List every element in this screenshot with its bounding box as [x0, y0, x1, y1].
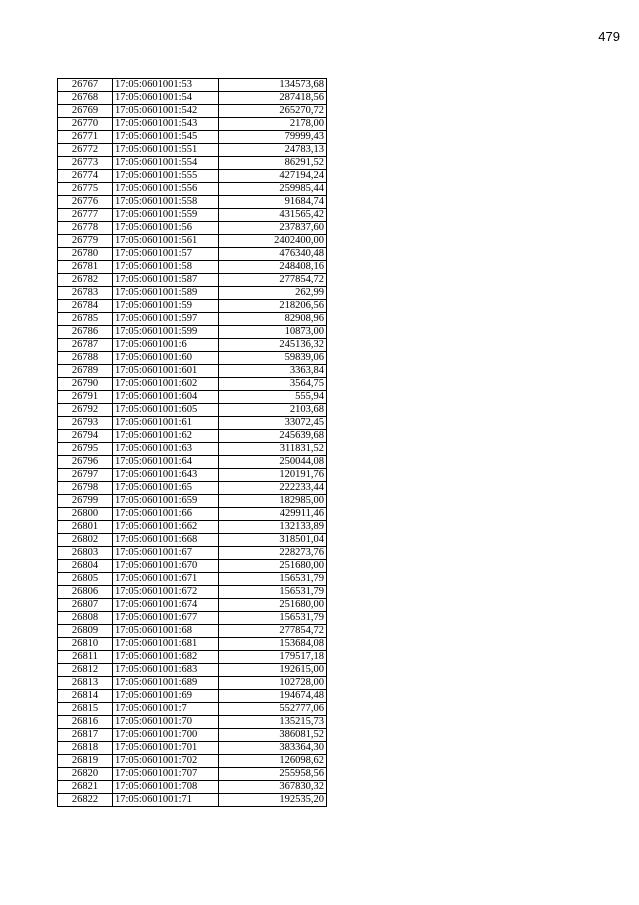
row-number-cell: 26804 — [58, 560, 113, 573]
table-row — [58, 170, 327, 183]
row-number-cell: 26785 — [58, 313, 113, 326]
cadastral-number-cell: 17:05:0601001:668 — [113, 534, 219, 547]
table-row — [58, 560, 327, 573]
table-row — [58, 677, 327, 690]
cadastral-value-cell: 429911,46 — [219, 508, 327, 521]
row-number-cell: 26807 — [58, 599, 113, 612]
table-row — [58, 469, 327, 482]
cadastral-number-cell: 17:05:0601001:682 — [113, 651, 219, 664]
table-row — [58, 612, 327, 625]
table-row — [58, 625, 327, 638]
row-number-cell: 26770 — [58, 118, 113, 131]
table-row — [58, 521, 327, 534]
row-number-cell: 26795 — [58, 443, 113, 456]
table-row — [58, 300, 327, 313]
cadastral-value-cell: 33072,45 — [219, 417, 327, 430]
row-number-cell: 26805 — [58, 573, 113, 586]
page-number: 479 — [598, 29, 620, 44]
cadastral-number-cell: 17:05:0601001:599 — [113, 326, 219, 339]
table-row — [58, 222, 327, 235]
row-number-cell: 26800 — [58, 508, 113, 521]
row-number-cell: 26821 — [58, 781, 113, 794]
row-number-cell: 26784 — [58, 300, 113, 313]
table-row — [58, 651, 327, 664]
cadastral-number-cell: 17:05:0601001:6 — [113, 339, 219, 352]
row-number-cell: 26803 — [58, 547, 113, 560]
row-number-cell: 26772 — [58, 144, 113, 157]
row-number-cell: 26775 — [58, 183, 113, 196]
row-number-cell: 26815 — [58, 703, 113, 716]
cadastral-number-cell: 17:05:0601001:556 — [113, 183, 219, 196]
cadastral-value-cell: 427194,24 — [219, 170, 327, 183]
row-number-cell: 26799 — [58, 495, 113, 508]
cadastral-number-cell: 17:05:0601001:643 — [113, 469, 219, 482]
cadastral-number-cell: 17:05:0601001:65 — [113, 482, 219, 495]
cadastral-value-cell: 237837,60 — [219, 222, 327, 235]
cadastral-number-cell: 17:05:0601001:700 — [113, 729, 219, 742]
row-number-cell: 26819 — [58, 755, 113, 768]
row-number-cell: 26777 — [58, 209, 113, 222]
cadastral-number-cell: 17:05:0601001:708 — [113, 781, 219, 794]
table-row — [58, 196, 327, 209]
table-row — [58, 768, 327, 781]
table-row — [58, 144, 327, 157]
cadastral-number-cell: 17:05:0601001:689 — [113, 677, 219, 690]
table-row — [58, 248, 327, 261]
table-row — [58, 443, 327, 456]
cadastral-value-cell: 476340,48 — [219, 248, 327, 261]
cadastral-value-cell: 192535,20 — [219, 794, 327, 807]
table-row — [58, 755, 327, 768]
cadastral-value-cell: 132133,89 — [219, 521, 327, 534]
cadastral-value-cell: 82908,96 — [219, 313, 327, 326]
row-number-cell: 26809 — [58, 625, 113, 638]
cadastral-number-cell: 17:05:0601001:64 — [113, 456, 219, 469]
table-row — [58, 794, 327, 807]
cadastral-value-cell: 262,99 — [219, 287, 327, 300]
cadastral-number-cell: 17:05:0601001:54 — [113, 92, 219, 105]
cadastral-value-cell: 277854,72 — [219, 625, 327, 638]
cadastral-value-cell: 2103,68 — [219, 404, 327, 417]
row-number-cell: 26810 — [58, 638, 113, 651]
row-number-cell: 26781 — [58, 261, 113, 274]
cadastral-value-cell: 248408,16 — [219, 261, 327, 274]
cadastral-value-cell: 552777,06 — [219, 703, 327, 716]
row-number-cell: 26801 — [58, 521, 113, 534]
table-row — [58, 703, 327, 716]
table-row — [58, 287, 327, 300]
table-row — [58, 339, 327, 352]
cadastral-value-cell: 287418,56 — [219, 92, 327, 105]
cadastral-value-cell: 126098,62 — [219, 755, 327, 768]
cadastral-number-cell: 17:05:0601001:542 — [113, 105, 219, 118]
cadastral-number-cell: 17:05:0601001:59 — [113, 300, 219, 313]
cadastral-number-cell: 17:05:0601001:58 — [113, 261, 219, 274]
cadastral-number-cell: 17:05:0601001:701 — [113, 742, 219, 755]
cadastral-value-cell: 255958,56 — [219, 768, 327, 781]
table-row — [58, 534, 327, 547]
cadastral-number-cell: 17:05:0601001:707 — [113, 768, 219, 781]
table-row — [58, 79, 327, 92]
cadastral-value-cell: 192615,00 — [219, 664, 327, 677]
row-number-cell: 26822 — [58, 794, 113, 807]
row-number-cell: 26778 — [58, 222, 113, 235]
cadastral-value-cell: 2402400,00 — [219, 235, 327, 248]
table-row — [58, 326, 327, 339]
row-number-cell: 26797 — [58, 469, 113, 482]
row-number-cell: 26813 — [58, 677, 113, 690]
cadastral-number-cell: 17:05:0601001:554 — [113, 157, 219, 170]
table-row — [58, 664, 327, 677]
cadastral-number-cell: 17:05:0601001:71 — [113, 794, 219, 807]
cadastral-number-cell: 17:05:0601001:70 — [113, 716, 219, 729]
cadastral-value-cell: 311831,52 — [219, 443, 327, 456]
cadastral-value-cell: 182985,00 — [219, 495, 327, 508]
table-row — [58, 352, 327, 365]
cadastral-number-cell: 17:05:0601001:587 — [113, 274, 219, 287]
table-row — [58, 638, 327, 651]
row-number-cell: 26773 — [58, 157, 113, 170]
cadastral-value-table — [57, 78, 327, 807]
cadastral-number-cell: 17:05:0601001:7 — [113, 703, 219, 716]
row-number-cell: 26789 — [58, 365, 113, 378]
cadastral-value-cell: 153684,08 — [219, 638, 327, 651]
cadastral-number-cell: 17:05:0601001:67 — [113, 547, 219, 560]
cadastral-value-cell: 194674,48 — [219, 690, 327, 703]
cadastral-number-cell: 17:05:0601001:589 — [113, 287, 219, 300]
cadastral-number-cell: 17:05:0601001:671 — [113, 573, 219, 586]
cadastral-number-cell: 17:05:0601001:672 — [113, 586, 219, 599]
cadastral-number-cell: 17:05:0601001:601 — [113, 365, 219, 378]
cadastral-value-cell: 179517,18 — [219, 651, 327, 664]
table-row — [58, 781, 327, 794]
cadastral-value-cell: 383364,30 — [219, 742, 327, 755]
row-number-cell: 26818 — [58, 742, 113, 755]
table-row — [58, 157, 327, 170]
cadastral-number-cell: 17:05:0601001:559 — [113, 209, 219, 222]
cadastral-number-cell: 17:05:0601001:605 — [113, 404, 219, 417]
table-row — [58, 430, 327, 443]
table-row — [58, 456, 327, 469]
table-row — [58, 105, 327, 118]
cadastral-value-cell: 79999,43 — [219, 131, 327, 144]
cadastral-number-cell: 17:05:0601001:670 — [113, 560, 219, 573]
table-row — [58, 131, 327, 144]
cadastral-value-cell: 251680,00 — [219, 599, 327, 612]
table-row — [58, 547, 327, 560]
row-number-cell: 26796 — [58, 456, 113, 469]
cadastral-number-cell: 17:05:0601001:551 — [113, 144, 219, 157]
cadastral-value-cell: 222233,44 — [219, 482, 327, 495]
row-number-cell: 26798 — [58, 482, 113, 495]
cadastral-value-cell: 135215,73 — [219, 716, 327, 729]
cadastral-number-cell: 17:05:0601001:68 — [113, 625, 219, 638]
table-row — [58, 92, 327, 105]
table-row — [58, 729, 327, 742]
row-number-cell: 26782 — [58, 274, 113, 287]
table-body — [58, 79, 327, 807]
cadastral-number-cell: 17:05:0601001:558 — [113, 196, 219, 209]
cadastral-value-cell: 250044,08 — [219, 456, 327, 469]
table-row — [58, 274, 327, 287]
table-row — [58, 690, 327, 703]
cadastral-value-cell: 218206,56 — [219, 300, 327, 313]
table-row — [58, 482, 327, 495]
cadastral-value-cell: 91684,74 — [219, 196, 327, 209]
table-row — [58, 495, 327, 508]
cadastral-number-cell: 17:05:0601001:681 — [113, 638, 219, 651]
table-row — [58, 183, 327, 196]
table-row — [58, 417, 327, 430]
cadastral-value-cell: 3564,75 — [219, 378, 327, 391]
table-row — [58, 716, 327, 729]
cadastral-value-cell: 2178,00 — [219, 118, 327, 131]
row-number-cell: 26771 — [58, 131, 113, 144]
row-number-cell: 26808 — [58, 612, 113, 625]
cadastral-number-cell: 17:05:0601001:674 — [113, 599, 219, 612]
row-number-cell: 26792 — [58, 404, 113, 417]
row-number-cell: 26806 — [58, 586, 113, 599]
cadastral-number-cell: 17:05:0601001:63 — [113, 443, 219, 456]
row-number-cell: 26816 — [58, 716, 113, 729]
row-number-cell: 26814 — [58, 690, 113, 703]
row-number-cell: 26769 — [58, 105, 113, 118]
cadastral-value-cell: 386081,52 — [219, 729, 327, 742]
cadastral-number-cell: 17:05:0601001:555 — [113, 170, 219, 183]
cadastral-value-cell: 59839,06 — [219, 352, 327, 365]
cadastral-number-cell: 17:05:0601001:597 — [113, 313, 219, 326]
row-number-cell: 26812 — [58, 664, 113, 677]
cadastral-value-cell: 102728,00 — [219, 677, 327, 690]
cadastral-number-cell: 17:05:0601001:702 — [113, 755, 219, 768]
table-row — [58, 404, 327, 417]
cadastral-value-cell: 318501,04 — [219, 534, 327, 547]
table-row — [58, 261, 327, 274]
cadastral-value-cell: 431565,42 — [219, 209, 327, 222]
cadastral-value-cell: 265270,72 — [219, 105, 327, 118]
row-number-cell: 26779 — [58, 235, 113, 248]
row-number-cell: 26783 — [58, 287, 113, 300]
cadastral-value-cell: 86291,52 — [219, 157, 327, 170]
row-number-cell: 26786 — [58, 326, 113, 339]
cadastral-number-cell: 17:05:0601001:62 — [113, 430, 219, 443]
table-row — [58, 742, 327, 755]
row-number-cell: 26802 — [58, 534, 113, 547]
row-number-cell: 26768 — [58, 92, 113, 105]
cadastral-value-cell: 156531,79 — [219, 586, 327, 599]
row-number-cell: 26791 — [58, 391, 113, 404]
cadastral-number-cell: 17:05:0601001:66 — [113, 508, 219, 521]
table-row — [58, 209, 327, 222]
cadastral-number-cell: 17:05:0601001:683 — [113, 664, 219, 677]
row-number-cell: 26787 — [58, 339, 113, 352]
cadastral-number-cell: 17:05:0601001:677 — [113, 612, 219, 625]
row-number-cell: 26794 — [58, 430, 113, 443]
cadastral-value-cell: 277854,72 — [219, 274, 327, 287]
row-number-cell: 26790 — [58, 378, 113, 391]
cadastral-value-cell: 24783,13 — [219, 144, 327, 157]
cadastral-value-cell: 245136,32 — [219, 339, 327, 352]
cadastral-value-cell: 3363,84 — [219, 365, 327, 378]
cadastral-number-cell: 17:05:0601001:61 — [113, 417, 219, 430]
cadastral-value-cell: 134573,68 — [219, 79, 327, 92]
cadastral-value-cell: 245639,68 — [219, 430, 327, 443]
table-row — [58, 391, 327, 404]
table-row — [58, 586, 327, 599]
table-row — [58, 235, 327, 248]
cadastral-number-cell: 17:05:0601001:604 — [113, 391, 219, 404]
table-row — [58, 313, 327, 326]
cadastral-number-cell: 17:05:0601001:53 — [113, 79, 219, 92]
cadastral-number-cell: 17:05:0601001:662 — [113, 521, 219, 534]
cadastral-number-cell: 17:05:0601001:56 — [113, 222, 219, 235]
cadastral-number-cell: 17:05:0601001:602 — [113, 378, 219, 391]
cadastral-value-cell: 251680,00 — [219, 560, 327, 573]
row-number-cell: 26780 — [58, 248, 113, 261]
table-row — [58, 599, 327, 612]
table-row — [58, 573, 327, 586]
row-number-cell: 26793 — [58, 417, 113, 430]
table-row — [58, 365, 327, 378]
row-number-cell: 26811 — [58, 651, 113, 664]
row-number-cell: 26774 — [58, 170, 113, 183]
row-number-cell: 26817 — [58, 729, 113, 742]
row-number-cell: 26767 — [58, 79, 113, 92]
cadastral-value-cell: 120191,76 — [219, 469, 327, 482]
cadastral-number-cell: 17:05:0601001:60 — [113, 352, 219, 365]
cadastral-number-cell: 17:05:0601001:543 — [113, 118, 219, 131]
row-number-cell: 26788 — [58, 352, 113, 365]
cadastral-value-cell: 555,94 — [219, 391, 327, 404]
cadastral-value-cell: 10873,00 — [219, 326, 327, 339]
cadastral-number-cell: 17:05:0601001:561 — [113, 235, 219, 248]
table-row — [58, 378, 327, 391]
row-number-cell: 26776 — [58, 196, 113, 209]
cadastral-value-cell: 228273,76 — [219, 547, 327, 560]
cadastral-value-cell: 259985,44 — [219, 183, 327, 196]
cadastral-number-cell: 17:05:0601001:57 — [113, 248, 219, 261]
cadastral-number-cell: 17:05:0601001:69 — [113, 690, 219, 703]
cadastral-value-cell: 367830,32 — [219, 781, 327, 794]
cadastral-number-cell: 17:05:0601001:545 — [113, 131, 219, 144]
table-row — [58, 508, 327, 521]
cadastral-number-cell: 17:05:0601001:659 — [113, 495, 219, 508]
cadastral-value-cell: 156531,79 — [219, 573, 327, 586]
cadastral-value-cell: 156531,79 — [219, 612, 327, 625]
row-number-cell: 26820 — [58, 768, 113, 781]
table-row — [58, 118, 327, 131]
